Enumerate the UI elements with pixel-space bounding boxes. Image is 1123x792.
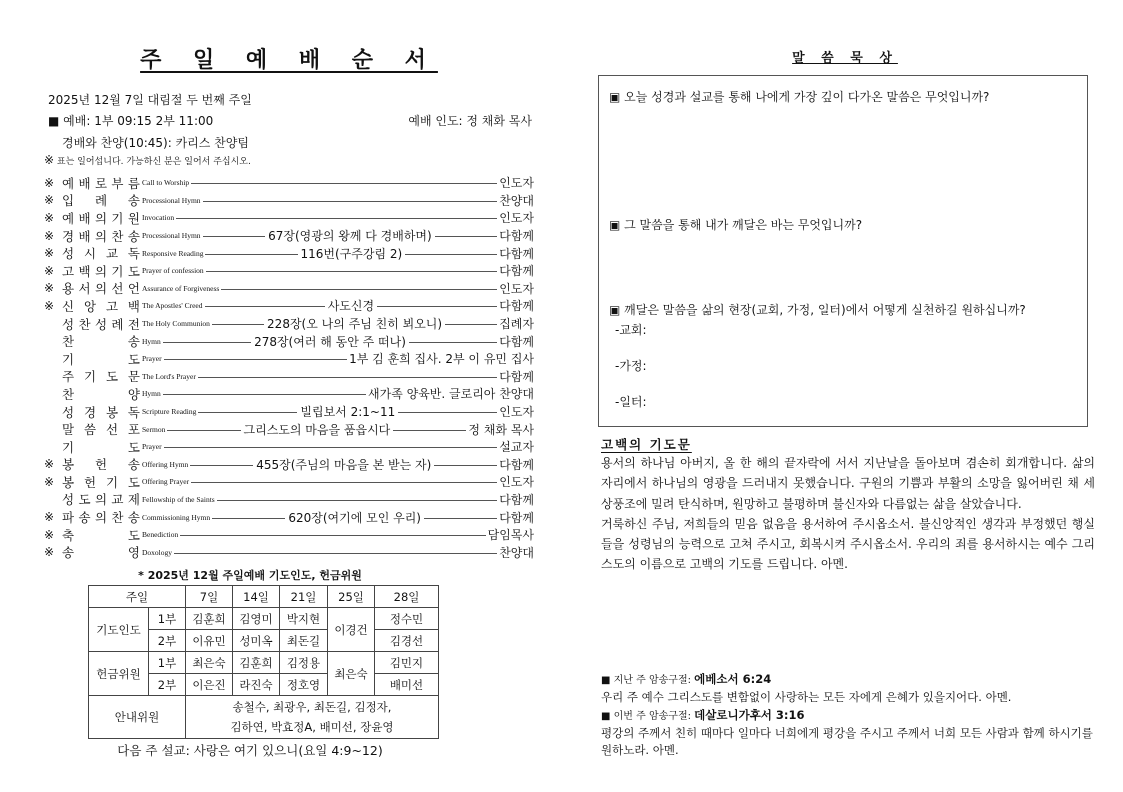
order-row — [44, 332, 534, 350]
row-label: 기도인도 — [89, 608, 149, 652]
order-english: The Holy Communion — [142, 319, 210, 329]
order-english: Call to Worship — [142, 178, 190, 188]
order-mark: ※ — [44, 281, 55, 296]
order-person: 인도자 — [499, 475, 534, 490]
order-person: 다함께 — [499, 457, 535, 472]
order-detail: 빌립보서 2:1~11 — [300, 405, 396, 420]
last-week-label: ■ 지난 주 암송구절: — [601, 675, 695, 686]
order-mark: ※ — [44, 193, 55, 208]
order-person: 인도자 — [499, 405, 535, 420]
table-cell: 7일 — [186, 586, 233, 608]
order-person: 인도자 — [499, 176, 534, 191]
confession-paragraph: 거룩하신 주님, 저희들의 믿음 없음을 용서하여 주시옵소서. 불신앙적인 생각과 부정했던 행실들을 성령님의 능력으로 고쳐 주시고, 회복시켜 주시옵소서. 우리의 죄를 용서하시는 예수 그리스도의 이름으로 고백의 기도를 드립니다. 아멘. — [601, 516, 1095, 572]
order-person: 집례자 — [499, 317, 534, 332]
leader-line — [221, 289, 497, 290]
leader-line — [434, 465, 497, 466]
order-name: 성 시 교 독 — [62, 246, 140, 262]
order-person: 인도자 — [499, 211, 534, 226]
order-person: 담임목사 — [487, 528, 534, 543]
table-cell: 정수민 — [375, 608, 439, 630]
confession-text — [601, 453, 1095, 575]
order-name: 송 영 — [62, 545, 140, 561]
leader-line — [424, 518, 497, 519]
ushers-cell — [186, 696, 439, 739]
work-label: -일터: — [615, 395, 647, 409]
order-row — [44, 385, 534, 403]
table-cell: 2부 — [149, 674, 186, 696]
order-row — [44, 526, 534, 544]
leader-line — [206, 271, 498, 272]
schedule-table — [88, 585, 439, 739]
leader-line — [205, 254, 297, 255]
leader-line — [164, 447, 498, 448]
last-week-text: 우리 주 예수 그리스도를 변함없이 사랑하는 모든 자에게 은혜가 있을지어다. 아멘. — [601, 690, 1012, 704]
table-cell: 21일 — [280, 586, 328, 608]
table-cell: 2부 — [149, 630, 186, 652]
order-mark: ※ — [44, 263, 55, 278]
order-row — [44, 350, 534, 368]
order-detail: 67장(영광의 왕께 다 경배하며) — [268, 229, 432, 244]
table-cell: 이은진 — [186, 674, 233, 696]
order-detail: 620장(여기에 모인 우리) — [288, 510, 421, 525]
schedule-title: * 2025년 12월 주일예배 기도인도, 헌금위원 — [138, 569, 362, 582]
worship-leader: 예배 인도: 정 채화 목사 — [408, 114, 532, 128]
table-cell: 라진숙 — [233, 674, 280, 696]
table-cell: 성미옥 — [233, 630, 280, 652]
standing-notice-text: 표는 일어섭니다. 가능하신 분은 일어서 주십시오. — [54, 157, 251, 167]
order-row — [44, 174, 534, 192]
confession-paragraph: 용서의 하나님 아버지, 올 한 해의 끝자락에 서서 지난날을 돌아보며 겸손히 회개합니다. 삶의 자리에서 하나님의 영광을 드러내지 못했습니다. 구원의 기쁨과 부활의 소망을 잃어버린 채 세상풍조에 밀려 탄식하며, 원망하고 불평하며 불신자와 다름없는 삶을 살았습니다. — [601, 456, 1095, 511]
order-name: 기 도 — [62, 351, 140, 367]
leader-line — [203, 236, 266, 237]
this-week-text: 평강의 주께서 친히 때마다 일마다 너희에게 평강을 주시고 주께서 너희 모든 사람과 함께 하시기를 원하노라. 아멘. — [601, 726, 1093, 757]
order-mark: ※ — [44, 175, 55, 190]
table-cell: 1부 — [149, 652, 186, 674]
order-english: The Apostles' Creed — [142, 301, 203, 311]
leader-line — [205, 306, 325, 307]
leader-line — [176, 218, 497, 219]
order-detail: 그리스도의 마음을 품읍시다 — [243, 422, 391, 437]
order-person: 다함께 — [499, 246, 535, 261]
order-row — [44, 508, 534, 526]
order-english: Doxology — [142, 547, 172, 557]
leader-line — [212, 518, 285, 519]
order-detail: 278장(여러 해 동안 주 떠나) — [254, 334, 406, 349]
order-english: The Lord's Prayer — [142, 371, 196, 381]
table-cell: 김민지 — [375, 652, 439, 674]
order-row — [44, 456, 534, 474]
order-name: 용 서 의 선 언 — [62, 281, 140, 297]
leader-line — [393, 430, 466, 431]
last-week-verse — [601, 671, 1095, 706]
praise-time: 경배와 찬양(10:45): 카리스 찬양팀 — [62, 136, 249, 150]
order-english: Prayer of confession — [142, 266, 204, 276]
table-cell: 이경건 — [328, 608, 375, 652]
table-row — [89, 652, 439, 674]
order-english: Commissioning Hymn — [142, 512, 211, 522]
order-mark: ※ — [44, 210, 55, 225]
order-english: Sermon — [142, 424, 166, 434]
order-detail: 116번(구주강림 2) — [300, 246, 403, 261]
order-row — [44, 315, 534, 333]
question-2: ▣ 그 말씀을 통해 내가 깨달은 바는 무엇입니까? — [609, 218, 863, 232]
question-3: ▣ 깨달은 말씀을 삶의 현장(교회, 가정, 일터)에서 어떻게 실천하길 원하십니까? — [609, 303, 1026, 317]
leader-line — [398, 412, 497, 413]
order-row — [44, 297, 534, 315]
order-person: 1부 김 훈희 집사. 2부 이 유민 집사 — [349, 352, 534, 367]
leader-line — [191, 183, 497, 184]
order-name: 기 도 — [62, 439, 140, 455]
order-name: 입 례 송 — [62, 193, 140, 209]
leader-line — [191, 482, 497, 483]
service-times: ■ 예배: 1부 09:15 2부 11:00 — [48, 114, 214, 128]
leader-line — [198, 377, 497, 378]
table-row — [89, 608, 439, 630]
order-english: Responsive Reading — [142, 248, 204, 258]
table-cell: 김훈희 — [186, 608, 233, 630]
question-1: ▣ 오늘 성경과 설교를 통해 나에게 가장 깊이 다가온 말씀은 무엇입니까? — [609, 90, 990, 104]
table-cell: 이유민 — [186, 630, 233, 652]
table-cell: 최은숙 — [186, 652, 233, 674]
order-english: Prayer — [142, 442, 162, 452]
order-name: 파 송 의 찬 송 — [62, 510, 140, 526]
leader-line — [180, 535, 485, 536]
date-line: 2025년 12월 7일 대림절 두 번째 주일 — [48, 93, 252, 107]
order-row — [44, 420, 534, 438]
order-mark: ※ — [44, 298, 55, 313]
table-row — [89, 586, 439, 608]
order-row — [44, 491, 534, 509]
order-name: 봉 헌 송 — [62, 457, 140, 473]
table-cell: 김경선 — [375, 630, 439, 652]
leader-line — [445, 324, 497, 325]
worship-order-page — [44, 0, 534, 792]
order-row — [44, 262, 534, 280]
order-name: 성 도 의 교 제 — [62, 492, 140, 508]
table-cell: 주일 — [89, 586, 186, 608]
table-cell: 25일 — [328, 586, 375, 608]
order-name: 찬 양 — [62, 386, 140, 402]
order-english: Hymn — [142, 389, 161, 399]
order-mark: ※ — [44, 457, 55, 472]
leader-line — [190, 465, 253, 466]
order-person: 인도자 — [499, 281, 534, 296]
leader-line — [212, 324, 264, 325]
order-english: Hymn — [142, 336, 161, 346]
order-row — [44, 368, 534, 386]
leader-line — [167, 430, 240, 431]
order-name: 신 앙 고 백 — [62, 298, 140, 314]
order-row — [44, 280, 534, 298]
order-person: 다함께 — [499, 229, 535, 244]
last-week-ref: 에베소서 6:24 — [694, 672, 772, 686]
order-mark: ※ — [44, 246, 55, 261]
table-cell: 최은숙 — [328, 652, 375, 696]
confession-title: 고백의 기도문 — [601, 437, 692, 452]
table-cell: 김정용 — [280, 652, 328, 674]
table-cell: 정호영 — [280, 674, 328, 696]
order-name: 찬 송 — [62, 334, 140, 350]
order-name: 주 기 도 문 — [62, 369, 140, 385]
order-name: 성 찬 성 례 전 — [62, 316, 140, 332]
leader-line — [377, 306, 497, 307]
order-detail: 사도신경 — [327, 299, 375, 314]
leader-line — [203, 201, 498, 202]
order-english: Prayer — [142, 354, 162, 364]
order-name: 경 배 의 찬 송 — [62, 228, 140, 244]
order-name: 봉 헌 기 도 — [62, 474, 140, 490]
standing-notice — [44, 153, 251, 167]
order-row — [44, 244, 534, 262]
row-label: 안내위원 — [89, 696, 186, 739]
order-row — [44, 473, 534, 491]
leader-line — [163, 394, 366, 395]
order-mark: ※ — [44, 510, 55, 525]
next-sermon: 다음 주 설교: 사랑은 여기 있으니(요일 4:9~12) — [117, 743, 383, 758]
order-english: Processional Hymn — [142, 195, 201, 205]
leader-line — [409, 342, 497, 343]
table-cell: 김영미 — [233, 608, 280, 630]
table-cell: 김훈희 — [233, 652, 280, 674]
order-person: 다함께 — [499, 369, 534, 384]
order-name: 고 백 의 기 도 — [62, 263, 140, 279]
order-person: 다함께 — [499, 264, 534, 279]
order-person: 다함께 — [499, 299, 535, 314]
order-mark: ※ — [44, 228, 55, 243]
this-week-verse — [601, 707, 1095, 759]
order-person: 정 채화 목사 — [468, 422, 535, 437]
order-name: 축 도 — [62, 527, 140, 543]
order-name: 예 배 의 기 원 — [62, 210, 140, 226]
order-person: 새가족 양육반. 글로리아 찬양대 — [368, 387, 534, 402]
page-title: 주 일 예 배 순 서 — [140, 48, 438, 73]
order-row — [44, 543, 534, 561]
meditation-box — [598, 75, 1088, 427]
church-label: -교회: — [615, 323, 647, 337]
order-detail: 455장(주님의 마음을 본 받는 자) — [256, 457, 432, 472]
this-week-ref: 데살로니가후서 3:16 — [694, 708, 805, 722]
order-name: 예 배 로 부 름 — [62, 175, 140, 191]
order-name: 성 경 봉 독 — [62, 404, 140, 420]
table-cell: 배미선 — [375, 674, 439, 696]
table-cell: 박지현 — [280, 608, 328, 630]
order-person: 설교자 — [499, 440, 534, 455]
order-person: 찬양대 — [499, 193, 534, 208]
order-mark: ※ — [44, 545, 55, 560]
order-english: Scripture Reading — [142, 407, 197, 417]
table-row — [89, 696, 439, 739]
order-person: 다함께 — [499, 510, 534, 525]
ushers-line: 송철수, 최광우, 최돈길, 김정자, — [232, 700, 392, 714]
order-english: Benediction — [142, 530, 179, 540]
order-row — [44, 403, 534, 421]
order-detail: 228장(오 나의 주님 친히 뵈오니) — [267, 317, 443, 332]
order-english: Processional Hymn — [142, 231, 201, 241]
order-english: Offering Prayer — [142, 477, 190, 487]
table-cell: 최돈길 — [280, 630, 328, 652]
order-mark: ※ — [44, 527, 55, 542]
table-cell: 28일 — [375, 586, 439, 608]
order-of-worship — [44, 174, 534, 561]
order-person: 찬양대 — [499, 545, 534, 560]
meditation-title: 말 씀 묵 상 — [792, 51, 898, 66]
order-english: Fellowship of the Saints — [142, 494, 215, 504]
leader-line — [198, 412, 297, 413]
leader-line — [174, 553, 497, 554]
ushers-line: 김하연, 박효정A, 배미선, 장윤영 — [230, 720, 394, 734]
order-mark: ※ — [44, 474, 55, 489]
row-label: 헌금위원 — [89, 652, 149, 696]
order-name: 말 씀 선 포 — [62, 422, 140, 438]
order-row — [44, 192, 534, 210]
order-person: 다함께 — [499, 492, 534, 507]
table-cell: 14일 — [233, 586, 280, 608]
order-person: 다함께 — [499, 334, 535, 349]
order-english: Assurance of Forgiveness — [142, 283, 220, 293]
order-row — [44, 227, 534, 245]
order-english: Offering Hymn — [142, 459, 189, 469]
leader-line — [163, 342, 251, 343]
home-label: -가정: — [615, 359, 647, 373]
order-english: Invocation — [142, 213, 175, 223]
leader-line — [217, 500, 498, 501]
order-row — [44, 209, 534, 227]
table-cell: 1부 — [149, 608, 186, 630]
standing-mark: ※ — [44, 153, 55, 167]
order-row — [44, 438, 534, 456]
leader-line — [164, 359, 348, 360]
this-week-label: ■ 이번 주 암송구절: — [601, 711, 695, 722]
leader-line — [405, 254, 497, 255]
leader-line — [435, 236, 498, 237]
